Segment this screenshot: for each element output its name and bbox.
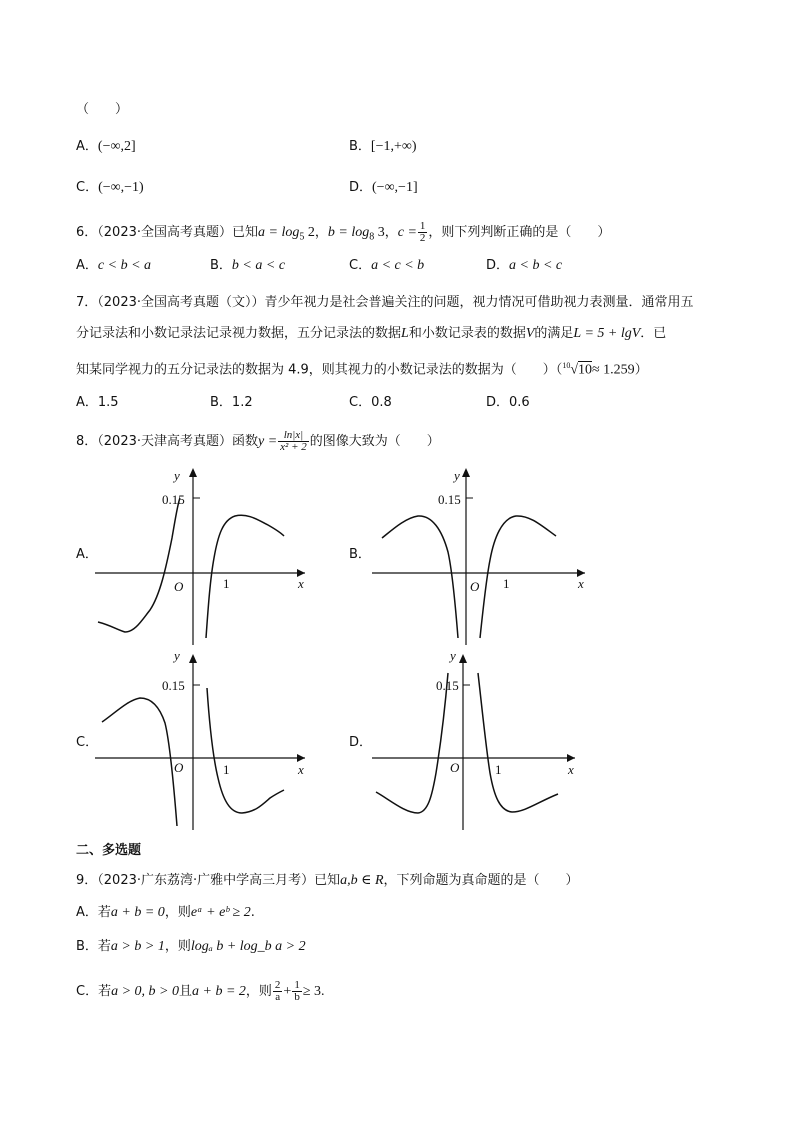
q6-option-c[interactable]: C．a < c < b (349, 258, 425, 273)
graph-b[interactable] (370, 460, 600, 650)
svg-text:x: x (568, 762, 574, 777)
origin-label: O (174, 579, 184, 594)
q9-option-c[interactable]: C．若a > 0, b > 0且a + b = 2，则 $\frac{2}{a}$ + $\frac{1}{b}$ ≥ 3. (76, 979, 325, 1003)
svg-text:0.15: 0.15 (162, 678, 185, 693)
q7-option-c[interactable]: C．0.8 (349, 395, 392, 410)
q8-option-d-label[interactable]: D． (349, 735, 373, 750)
q8-stem: 8．（2023·天津高考真题）函数y = $\frac{\ln|x|}{\text{x² + 2}}$ 的图像大致为（ ） (76, 429, 440, 453)
one-label: 1 (223, 576, 230, 591)
q5-option-d[interactable]: D．(−∞,−1] (349, 180, 418, 195)
svg-text:0.15: 0.15 (436, 678, 459, 693)
q8-option-b-label[interactable]: B． (349, 547, 371, 562)
svg-text:0.15: 0.15 (438, 492, 461, 507)
q6-stem: 6．（2023·全国高考真题）已知$a = \log_5 2$，$b = \log_8 3$，c = $\frac{1}{2}$ ，则下列判断正确的是（ ） (76, 220, 611, 244)
section-title: 二、多选题 (76, 843, 142, 858)
q5-option-a[interactable]: A．(−∞,2] (76, 139, 136, 154)
q9-stem: 9．（2023·广东荔湾·广雅中学高三月考）已知a,b ∈ R，下列命题为真命题的是（ ） (76, 873, 579, 888)
tick-015: 0.15 (162, 492, 185, 507)
q9-option-b[interactable]: B．若a > b > 1，则logₐ b + log_b a > 2 (76, 939, 306, 954)
q7-option-a[interactable]: A．1.5 (76, 395, 119, 410)
q7-line1: 7．（2023·全国高考真题（文））青少年视力是社会普遍关注的问题，视力情况可借助视力表测量．通常用五 (76, 295, 694, 310)
graph-d[interactable] (370, 648, 600, 838)
svg-text:1: 1 (503, 576, 510, 591)
q7-option-b[interactable]: B．1.2 (210, 395, 253, 410)
y-label: y (174, 468, 180, 483)
svg-text:O: O (174, 760, 184, 775)
svg-text:1: 1 (495, 762, 502, 777)
q5-option-c[interactable]: C．(−∞,−1) (76, 180, 144, 195)
graph-a[interactable] (90, 460, 320, 650)
x-label: x (298, 576, 304, 591)
q6-option-d[interactable]: D．a < b < c (486, 258, 563, 273)
q8-option-a-label[interactable]: A． (76, 547, 98, 562)
svg-text:O: O (450, 760, 460, 775)
q6-option-a[interactable]: A．c < b < a (76, 258, 152, 273)
q5-option-b[interactable]: B．[−1,+∞) (349, 139, 417, 154)
q5-paren: （ ） (76, 102, 129, 117)
q8-option-c-label[interactable]: C． (76, 735, 99, 750)
svg-text:x: x (298, 762, 304, 777)
svg-text:y: y (174, 648, 180, 663)
svg-text:1: 1 (223, 762, 230, 777)
q7-line3: 知某同学视力的五分记录法的数据为 4.9，则其视力的小数记录法的数据为（ ）（$^{10}$√10≈ 1.259） (76, 361, 648, 378)
svg-text:y: y (454, 468, 460, 483)
graph-c[interactable] (90, 648, 320, 838)
q7-option-d[interactable]: D．0.6 (486, 395, 530, 410)
q9-option-a[interactable]: A．若a + b = 0，则eᵃ + eᵇ ≥ 2. (76, 905, 255, 920)
q7-line2: 分记录法和小数记录法记录视力数据，五分记录法的数据L和小数记录表的数据V的满足L = 5 + lgV．已 (76, 326, 667, 341)
q6-option-b[interactable]: B．b < a < c (210, 258, 286, 273)
svg-text:x: x (578, 576, 584, 591)
svg-text:y: y (450, 648, 456, 663)
svg-text:O: O (470, 579, 480, 594)
